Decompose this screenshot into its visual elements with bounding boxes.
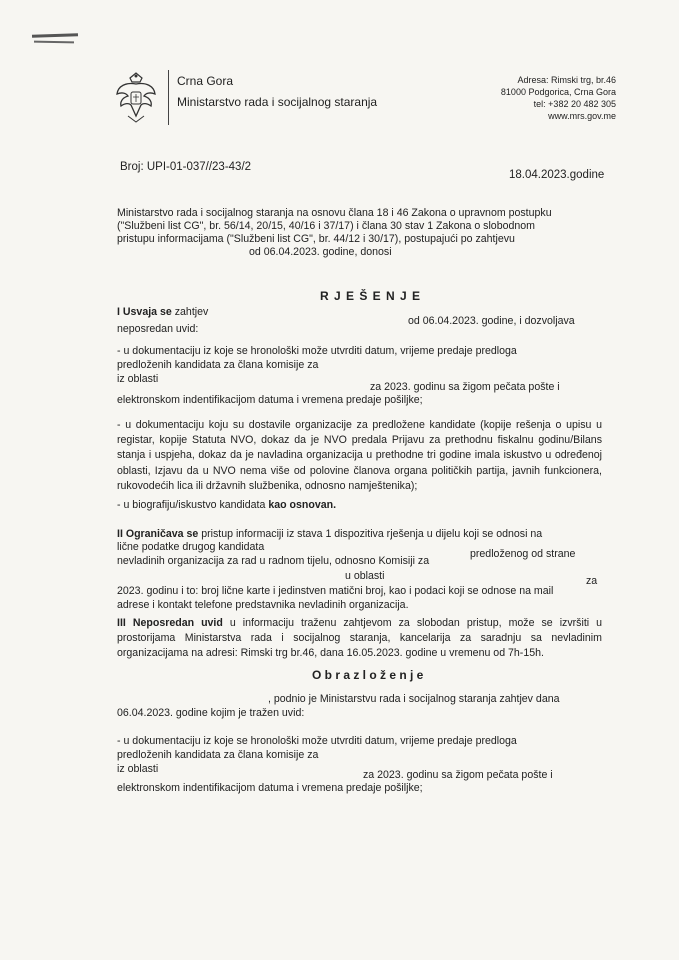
section2-line: za xyxy=(586,575,598,587)
section2-line: predloženog od strane xyxy=(470,548,576,560)
section1-bullet1-line: elektronskom indentifikacijom datuma i vremena predaje pošiljke; xyxy=(117,394,423,406)
explanation-bullet-line: elektronskom indentifikacijom datuma i vremena predaje pošiljke; xyxy=(117,782,423,794)
section1-lead-rest: zahtjev xyxy=(174,306,209,318)
section1-line: neposredan uvid: xyxy=(117,323,199,335)
explanation-bullet-line: za 2023. godinu sa žigom pečata pošte i xyxy=(363,769,553,781)
section1-bullet2: - u dokumentaciju koju su dostavile organizacije za predložene kandidate (kopije rešenja o upisu u registar, kopije Statuta NVO, dokaz da je NVO predala Prijavu za prethodnu fiskalnu godinu/Bilans stanja i uspjeha, dokaz da je navladina organizacija u prethodne tri godine imala iskustvo u određenoj oblasti, Izjavu da u NVO nema više od polovine članova organa političkih partija, javnih funkcionera, rukovodećih lica ili državnih službenika, odnosno namještenika); xyxy=(117,419,602,492)
explanation-title: O b r a z l o ž e n j e xyxy=(312,668,424,682)
explanation-bullet-line: predloženih kandidata za člana komisije za xyxy=(117,749,319,761)
address-line: 81000 Podgorica, Crna Gora xyxy=(500,87,616,97)
address-block xyxy=(501,74,616,122)
scribble-mark xyxy=(34,41,74,44)
section2-line: u oblasti xyxy=(345,570,385,582)
scribble-mark xyxy=(32,33,78,38)
explanation-bullet-line: - u dokumentaciju iz koje se hronološki može utvrditi datum, vrijeme predaje predloga xyxy=(117,735,517,747)
intro-line: od 06.04.2023. godine, donosi xyxy=(249,246,392,258)
section1-bullet1-line: - u dokumentaciju iz koje se hronološki može utvrditi datum, vrijeme predaje predloga xyxy=(117,345,517,357)
section1-bullet1-line: za 2023. godinu sa žigom pečata pošte i xyxy=(370,381,560,393)
ministry-name: Ministarstvo rada i socijalnog staranja xyxy=(177,95,378,109)
section2-line: lične podatke drugog kandidata xyxy=(117,541,265,553)
explanation-bullet-line: iz oblasti xyxy=(117,763,159,775)
section1-lead-bold: I Usvaja se xyxy=(117,306,172,318)
explanation-line: , podnio je Ministarstvu rada i socijalnog staranja zahtjev dana xyxy=(268,693,560,705)
website-line: www.mrs.gov.me xyxy=(548,111,616,121)
section2-lead-bold: II Ograničava se xyxy=(117,528,199,540)
section1-bullet3 xyxy=(117,498,336,513)
section2-line: nevladinih organizacija za rad u radnom tijelu, odnosno Komisiji za xyxy=(117,555,430,567)
decision-title: R J E Š E N J E xyxy=(320,289,422,303)
header-divider xyxy=(168,70,169,125)
coat-of-arms-icon xyxy=(114,72,158,124)
section2-line: 2023. godinu i to: broj lične karte i jedinstven matični broj, kao i podaci koji se odnose na mail xyxy=(117,585,554,597)
intro-line: pristupu informacijama ("Službeni list CG", br. 44/12 i 30/17), postupajući po zahtjevu xyxy=(117,233,515,245)
section1-bullet3-bold: kao osnovan. xyxy=(268,499,337,511)
explanation-line: 06.04.2023. godine kojim je tražen uvid: xyxy=(117,707,305,719)
phone-line: tel: +382 20 482 305 xyxy=(533,99,616,109)
reference-number: Broj: UPI-01-037//23-43/2 xyxy=(120,161,252,173)
section1-bullet3-text: - u biografiju/iskustvo kandidata xyxy=(117,499,266,511)
section3-text: u informaciju traženu zahtjevom za slobodan pristup, može se izvršiti u prostorijama Ministarstva rada i socijalnog staranja, kancelarija za saradnju sa nevladinim organizacijama na adresi: Rimski trg br.46, dana 16.05.2023. godine u vremenu od 7h-15h. xyxy=(117,617,603,660)
address-line: Adresa: Rimski trg, br.46 xyxy=(517,75,616,85)
section2-line1-rest: pristup informaciji iz stava 1 dispozitiva rješenja u dijelu koji se odnosi na xyxy=(201,528,543,540)
country-name: Crna Gora xyxy=(177,74,234,88)
section1-lead-right: od 06.04.2023. godine, i dozvoljava xyxy=(408,315,575,327)
section3-lead-bold: III Neposredan uvid xyxy=(117,617,223,629)
section1-bullet1-line: iz oblasti xyxy=(117,373,159,385)
section1-bullet1-line: predloženih kandidata za člana komisije za xyxy=(117,359,319,371)
intro-line: Ministarstvo rada i socijalnog staranja na osnovu člana 18 i 46 Zakona o upravnom postupku xyxy=(117,207,552,219)
intro-line: ("Službeni list CG", br. 56/14, 20/15, 40/16 i 37/17) i člana 30 stav 1 Zakona o slobodnom xyxy=(117,220,535,232)
section2-line: adrese i kontakt telefone predstavnika nevladinih organizacija. xyxy=(117,599,409,611)
section1-lead xyxy=(117,305,208,320)
document-date: 18.04.2023.godine xyxy=(509,169,605,181)
section3-paragraph xyxy=(117,616,602,662)
